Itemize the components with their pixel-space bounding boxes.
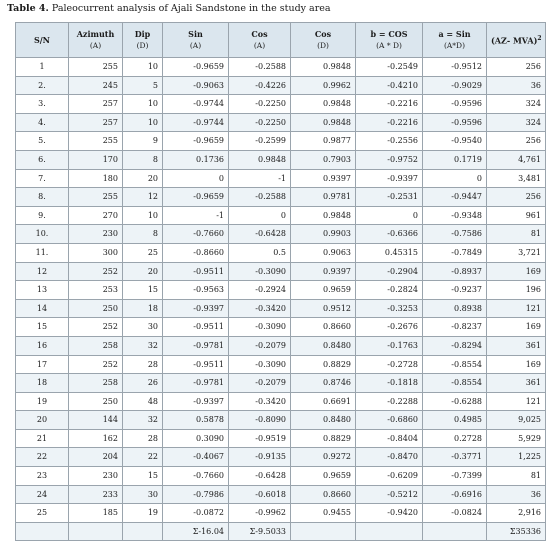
cell-sin-a: -0.9659 bbox=[163, 188, 229, 207]
cell-b-cos: -0.9397 bbox=[356, 169, 423, 188]
cell-dip: 30 bbox=[123, 318, 163, 337]
cell-cos-a: -0.2250 bbox=[229, 95, 291, 114]
cell-sn: 19 bbox=[16, 392, 69, 411]
table-row bbox=[16, 206, 546, 225]
cell-az-mva: 256 bbox=[487, 132, 546, 151]
cell-sin-a: 0 bbox=[163, 169, 229, 188]
cell-a-sin: 0.4985 bbox=[423, 411, 487, 430]
cell-sn: 14 bbox=[16, 299, 69, 318]
cell-sin-a: -0.7660 bbox=[163, 225, 229, 244]
cell-b-cos: -0.2549 bbox=[356, 58, 423, 77]
cell-dip: 15 bbox=[123, 281, 163, 300]
cell-dip: 10 bbox=[123, 206, 163, 225]
table-row bbox=[16, 150, 546, 169]
header-cos-d bbox=[291, 23, 356, 58]
cell-cos-d: 0.9781 bbox=[291, 188, 356, 207]
cell-cos-a: -0.6018 bbox=[229, 485, 291, 504]
cell-cos-a: -0.2588 bbox=[229, 188, 291, 207]
cell-b-cos: -0.2216 bbox=[356, 113, 423, 132]
cell-azimuth: 252 bbox=[69, 318, 123, 337]
cell-azimuth: 255 bbox=[69, 188, 123, 207]
cell-azimuth: 245 bbox=[69, 76, 123, 95]
cell-sin-a: -0.0872 bbox=[163, 504, 229, 523]
cell-azimuth: 257 bbox=[69, 95, 123, 114]
cell-dip: 28 bbox=[123, 429, 163, 448]
header-cos-d-label: Cos bbox=[314, 29, 332, 39]
cell-azimuth: 253 bbox=[69, 281, 123, 300]
cell-a-sin: -0.3771 bbox=[423, 448, 487, 467]
cell-az-mva: 4,761 bbox=[487, 150, 546, 169]
cell-sin-a: -0.9511 bbox=[163, 262, 229, 281]
cell-a-sin: -0.8554 bbox=[423, 355, 487, 374]
cell-b-cos: -0.2824 bbox=[356, 281, 423, 300]
cell-cos-a: -0.8090 bbox=[229, 411, 291, 430]
cell-cos-a: -0.3090 bbox=[229, 262, 291, 281]
cell-az-mva: 3,481 bbox=[487, 169, 546, 188]
cell-dip: 10 bbox=[123, 113, 163, 132]
cell-sn: 25 bbox=[16, 504, 69, 523]
cell-b-cos: 0 bbox=[356, 206, 423, 225]
cell-az-mva: 961 bbox=[487, 206, 546, 225]
cell-cos-d: 0.8660 bbox=[291, 485, 356, 504]
cell-dip: 19 bbox=[123, 504, 163, 523]
cell-dip: 15 bbox=[123, 467, 163, 486]
cell-cos-d: 0.9903 bbox=[291, 225, 356, 244]
cell-az-mva: 324 bbox=[487, 95, 546, 114]
cell-cos-a: 0.5 bbox=[229, 243, 291, 262]
cell-az-mva: 361 bbox=[487, 374, 546, 393]
cell-sin-a: -0.9511 bbox=[163, 355, 229, 374]
cell-sin-a: -0.8660 bbox=[163, 243, 229, 262]
cell-a-sin: 0.1719 bbox=[423, 150, 487, 169]
cell-az-mva: 1,225 bbox=[487, 448, 546, 467]
cell-azimuth: 204 bbox=[69, 448, 123, 467]
cell-cos-d: 0.9848 bbox=[291, 95, 356, 114]
header-b-cos-sub: (A * D) bbox=[376, 41, 402, 50]
cell-sn: 4. bbox=[16, 113, 69, 132]
cell-dip: 32 bbox=[123, 411, 163, 430]
header-a-sin-sub: (A*D) bbox=[443, 41, 466, 50]
table-row bbox=[16, 355, 546, 374]
cell-sin-a: Σ-16.04 bbox=[163, 522, 229, 541]
cell-az-mva: Σ35336 bbox=[487, 522, 546, 541]
cell-sn: 1 bbox=[16, 58, 69, 77]
table-row bbox=[16, 467, 546, 486]
cell-az-mva: 5,929 bbox=[487, 429, 546, 448]
cell-az-mva: 81 bbox=[487, 467, 546, 486]
header-a-sin bbox=[423, 23, 487, 58]
cell-a-sin: -0.7399 bbox=[423, 467, 487, 486]
table-row bbox=[16, 336, 546, 355]
cell-sin-a: -0.7660 bbox=[163, 467, 229, 486]
cell-dip: 10 bbox=[123, 95, 163, 114]
table-row bbox=[16, 169, 546, 188]
cell-b-cos: -0.9420 bbox=[356, 504, 423, 523]
cell-sin-a: -0.9563 bbox=[163, 281, 229, 300]
cell-sn: 18 bbox=[16, 374, 69, 393]
cell-azimuth: 257 bbox=[69, 113, 123, 132]
cell-cos-d: 0.9659 bbox=[291, 281, 356, 300]
cell-dip: 8 bbox=[123, 225, 163, 244]
cell-sin-a: -0.9781 bbox=[163, 374, 229, 393]
cell-cos-a: -0.9519 bbox=[229, 429, 291, 448]
cell-azimuth: 270 bbox=[69, 206, 123, 225]
cell-b-cos: -0.6860 bbox=[356, 411, 423, 430]
cell-cos-a: -0.9135 bbox=[229, 448, 291, 467]
cell-sin-a: -0.4067 bbox=[163, 448, 229, 467]
cell-sn: 13 bbox=[16, 281, 69, 300]
header-sn-label: S/N bbox=[33, 34, 50, 45]
cell-b-cos: -0.8404 bbox=[356, 429, 423, 448]
cell-a-sin: -0.9512 bbox=[423, 58, 487, 77]
cell-azimuth: 185 bbox=[69, 504, 123, 523]
cell-cos-a: -0.3090 bbox=[229, 318, 291, 337]
cell-az-mva: 36 bbox=[487, 485, 546, 504]
cell-cos-a: Σ-9.5033 bbox=[229, 522, 291, 541]
cell-b-cos: -0.2904 bbox=[356, 262, 423, 281]
cell-azimuth: 250 bbox=[69, 392, 123, 411]
cell-az-mva: 121 bbox=[487, 299, 546, 318]
cell-b-cos: -0.2288 bbox=[356, 392, 423, 411]
header-az-mva bbox=[487, 23, 546, 58]
cell-b-cos: -0.5212 bbox=[356, 485, 423, 504]
cell-azimuth: 255 bbox=[69, 132, 123, 151]
cell-dip: 12 bbox=[123, 188, 163, 207]
header-azimuth-label: Azimuth bbox=[76, 29, 115, 39]
cell-cos-d: 0.6691 bbox=[291, 392, 356, 411]
cell-dip: 28 bbox=[123, 355, 163, 374]
cell-cos-d: 0.8829 bbox=[291, 429, 356, 448]
header-az-mva-label: (AZ- MVA) bbox=[491, 35, 538, 46]
header-az-mva-sup: 2 bbox=[537, 35, 542, 43]
cell-dip: 32 bbox=[123, 336, 163, 355]
table-row bbox=[16, 448, 546, 467]
cell-az-mva: 9,025 bbox=[487, 411, 546, 430]
cell-az-mva: 81 bbox=[487, 225, 546, 244]
cell-b-cos: -0.1818 bbox=[356, 374, 423, 393]
header-a-sin-label: a = Sin bbox=[438, 29, 471, 39]
cell-a-sin: -0.8237 bbox=[423, 318, 487, 337]
cell-sn: 3. bbox=[16, 95, 69, 114]
table-row bbox=[16, 411, 546, 430]
cell-b-cos: 0.45315 bbox=[356, 243, 423, 262]
table-row bbox=[16, 485, 546, 504]
cell-az-mva: 36 bbox=[487, 76, 546, 95]
cell-cos-d: 0.9848 bbox=[291, 206, 356, 225]
cell-azimuth: 233 bbox=[69, 485, 123, 504]
cell-azimuth: 300 bbox=[69, 243, 123, 262]
cell-sin-a: -0.9511 bbox=[163, 318, 229, 337]
table-row bbox=[16, 392, 546, 411]
cell-dip: 30 bbox=[123, 485, 163, 504]
cell-b-cos: -0.4210 bbox=[356, 76, 423, 95]
table-body bbox=[16, 58, 546, 541]
table-row bbox=[16, 262, 546, 281]
cell-azimuth: 170 bbox=[69, 150, 123, 169]
cell-dip: 20 bbox=[123, 262, 163, 281]
cell-a-sin: -0.8554 bbox=[423, 374, 487, 393]
cell-a-sin: -0.9348 bbox=[423, 206, 487, 225]
cell-a-sin: -0.9029 bbox=[423, 76, 487, 95]
cell-azimuth: 230 bbox=[69, 225, 123, 244]
table-row bbox=[16, 281, 546, 300]
table-row bbox=[16, 132, 546, 151]
cell-sin-a: -0.9397 bbox=[163, 299, 229, 318]
cell-sn: 23 bbox=[16, 467, 69, 486]
table-row bbox=[16, 188, 546, 207]
cell-az-mva: 361 bbox=[487, 336, 546, 355]
cell-sn: 6. bbox=[16, 150, 69, 169]
cell-cos-a: -0.2599 bbox=[229, 132, 291, 151]
paleocurrent-table bbox=[15, 22, 546, 541]
cell-cos-a: -0.4226 bbox=[229, 76, 291, 95]
cell-cos-a: 0.9848 bbox=[229, 150, 291, 169]
cell-azimuth: 162 bbox=[69, 429, 123, 448]
table-row bbox=[16, 225, 546, 244]
cell-a-sin: -0.7849 bbox=[423, 243, 487, 262]
cell-sn: 22 bbox=[16, 448, 69, 467]
cell-sn: 5. bbox=[16, 132, 69, 151]
table-row bbox=[16, 58, 546, 77]
cell-azimuth: 180 bbox=[69, 169, 123, 188]
cell-a-sin: -0.6916 bbox=[423, 485, 487, 504]
cell-dip: 5 bbox=[123, 76, 163, 95]
cell-a-sin: -0.9540 bbox=[423, 132, 487, 151]
cell-dip: 22 bbox=[123, 448, 163, 467]
cell-cos-a: -0.2924 bbox=[229, 281, 291, 300]
cell-azimuth: 252 bbox=[69, 262, 123, 281]
table-header bbox=[16, 23, 546, 58]
header-sin-a-sub: (A) bbox=[189, 41, 202, 50]
cell-sn: 20 bbox=[16, 411, 69, 430]
cell-dip: 18 bbox=[123, 299, 163, 318]
cell-sin-a: -0.9744 bbox=[163, 95, 229, 114]
cell-dip: 10 bbox=[123, 58, 163, 77]
cell-b-cos: -0.2556 bbox=[356, 132, 423, 151]
header-sin-a-label: Sin bbox=[188, 29, 203, 39]
cell-dip: 26 bbox=[123, 374, 163, 393]
cell-b-cos: -0.2728 bbox=[356, 355, 423, 374]
cell-cos-d: 0.8746 bbox=[291, 374, 356, 393]
cell-a-sin: -0.6288 bbox=[423, 392, 487, 411]
cell-sn: 12 bbox=[16, 262, 69, 281]
cell-az-mva: 2,916 bbox=[487, 504, 546, 523]
cell-cos-a: -0.3420 bbox=[229, 299, 291, 318]
cell-b-cos: -0.9752 bbox=[356, 150, 423, 169]
cell-dip: 25 bbox=[123, 243, 163, 262]
cell-a-sin: -0.8937 bbox=[423, 262, 487, 281]
header-dip-label: Dip bbox=[134, 29, 151, 39]
table-caption bbox=[7, 3, 331, 14]
cell-az-mva: 196 bbox=[487, 281, 546, 300]
cell-sn: 7. bbox=[16, 169, 69, 188]
cell-sn: 10. bbox=[16, 225, 69, 244]
cell-cos-d: 0.9848 bbox=[291, 113, 356, 132]
header-cos-d-sub: (D) bbox=[317, 41, 329, 50]
cell-b-cos: -0.6209 bbox=[356, 467, 423, 486]
cell-sin-a: -0.9744 bbox=[163, 113, 229, 132]
table-row bbox=[16, 374, 546, 393]
cell-sn: 17 bbox=[16, 355, 69, 374]
cell-sn: 24 bbox=[16, 485, 69, 504]
cell-sn: 9. bbox=[16, 206, 69, 225]
header-dip-sub: (D) bbox=[136, 41, 149, 50]
table-caption-text: Paleocurrent analysis of Ajali Sandstone in the study area bbox=[48, 3, 331, 14]
cell-dip: 9 bbox=[123, 132, 163, 151]
cell-sn: 15 bbox=[16, 318, 69, 337]
table-row bbox=[16, 243, 546, 262]
header-b-cos-label: b = COS bbox=[370, 29, 408, 39]
cell-azimuth: 252 bbox=[69, 355, 123, 374]
table-row bbox=[16, 113, 546, 132]
cell-cos-d: 0.8829 bbox=[291, 355, 356, 374]
cell-cos-a: -0.2250 bbox=[229, 113, 291, 132]
cell-cos-d: 0.9455 bbox=[291, 504, 356, 523]
cell-azimuth: 258 bbox=[69, 336, 123, 355]
cell-b-cos: -0.2531 bbox=[356, 188, 423, 207]
cell-dip: 8 bbox=[123, 150, 163, 169]
cell-az-mva: 256 bbox=[487, 188, 546, 207]
header-cos-a-label: Cos bbox=[251, 29, 268, 39]
cell-cos-d: 0.9659 bbox=[291, 467, 356, 486]
cell-cos-d: 0.9272 bbox=[291, 448, 356, 467]
cell-cos-d: 0.8480 bbox=[291, 336, 356, 355]
cell-az-mva: 256 bbox=[487, 58, 546, 77]
cell-sin-a: -0.9659 bbox=[163, 58, 229, 77]
table-row bbox=[16, 429, 546, 448]
cell-az-mva: 169 bbox=[487, 355, 546, 374]
cell-azimuth: 230 bbox=[69, 467, 123, 486]
cell-sin-a: -0.9063 bbox=[163, 76, 229, 95]
cell-cos-a: -0.2588 bbox=[229, 58, 291, 77]
header-row bbox=[16, 23, 546, 58]
cell-azimuth: 144 bbox=[69, 411, 123, 430]
header-sin-a bbox=[163, 23, 229, 58]
table-caption-label: Table 4. bbox=[7, 3, 49, 14]
cell-b-cos: -0.1763 bbox=[356, 336, 423, 355]
cell-cos-d: 0.8480 bbox=[291, 411, 356, 430]
cell-sn: 8. bbox=[16, 188, 69, 207]
cell-cos-a: -1 bbox=[229, 169, 291, 188]
cell-az-mva: 324 bbox=[487, 113, 546, 132]
cell-sn: 2. bbox=[16, 76, 69, 95]
cell-cos-a: -0.3090 bbox=[229, 355, 291, 374]
cell-cos-d: 0.9512 bbox=[291, 299, 356, 318]
table-row bbox=[16, 95, 546, 114]
cell-sin-a: 0.5878 bbox=[163, 411, 229, 430]
cell-cos-d: 0.8660 bbox=[291, 318, 356, 337]
cell-sin-a: -0.7986 bbox=[163, 485, 229, 504]
cell-b-cos: -0.2676 bbox=[356, 318, 423, 337]
header-dip bbox=[123, 23, 163, 58]
table-row bbox=[16, 76, 546, 95]
cell-az-mva: 3,721 bbox=[487, 243, 546, 262]
cell-cos-d: 0.9962 bbox=[291, 76, 356, 95]
cell-dip: 48 bbox=[123, 392, 163, 411]
cell-a-sin: -0.9447 bbox=[423, 188, 487, 207]
cell-cos-d: 0.9063 bbox=[291, 243, 356, 262]
cell-cos-a: -0.2079 bbox=[229, 374, 291, 393]
table-row bbox=[16, 299, 546, 318]
cell-cos-a: -0.2079 bbox=[229, 336, 291, 355]
cell-a-sin: 0.8938 bbox=[423, 299, 487, 318]
cell-a-sin: 0 bbox=[423, 169, 487, 188]
cell-cos-d: 0.9877 bbox=[291, 132, 356, 151]
cell-cos-a: -0.9962 bbox=[229, 504, 291, 523]
cell-dip: 20 bbox=[123, 169, 163, 188]
cell-sin-a: -0.9397 bbox=[163, 392, 229, 411]
cell-azimuth: 255 bbox=[69, 58, 123, 77]
table-row bbox=[16, 318, 546, 337]
cell-cos-d: 0.9848 bbox=[291, 58, 356, 77]
cell-sin-a: 0.3090 bbox=[163, 429, 229, 448]
header-cos-a-sub: (A) bbox=[253, 41, 266, 50]
header-cos-a bbox=[229, 23, 291, 58]
cell-cos-a: 0 bbox=[229, 206, 291, 225]
cell-a-sin: -0.9596 bbox=[423, 113, 487, 132]
header-azimuth-sub: (A) bbox=[89, 41, 102, 50]
cell-a-sin: -0.9596 bbox=[423, 95, 487, 114]
header-b-cos bbox=[356, 23, 423, 58]
cell-az-mva: 169 bbox=[487, 262, 546, 281]
cell-sin-a: 0.1736 bbox=[163, 150, 229, 169]
cell-b-cos: -0.2216 bbox=[356, 95, 423, 114]
cell-cos-a: -0.6428 bbox=[229, 225, 291, 244]
cell-az-mva: 121 bbox=[487, 392, 546, 411]
cell-a-sin: -0.9237 bbox=[423, 281, 487, 300]
cell-cos-d: 0.9397 bbox=[291, 169, 356, 188]
cell-cos-a: -0.6428 bbox=[229, 467, 291, 486]
cell-cos-d: 0.9397 bbox=[291, 262, 356, 281]
cell-sn: 11. bbox=[16, 243, 69, 262]
cell-a-sin: 0.2728 bbox=[423, 429, 487, 448]
cell-azimuth: 258 bbox=[69, 374, 123, 393]
cell-a-sin: -0.7586 bbox=[423, 225, 487, 244]
header-azimuth bbox=[69, 23, 123, 58]
cell-sin-a: -0.9659 bbox=[163, 132, 229, 151]
table-row bbox=[16, 504, 546, 523]
cell-azimuth: 250 bbox=[69, 299, 123, 318]
cell-sn: 21 bbox=[16, 429, 69, 448]
cell-cos-d: 0.7903 bbox=[291, 150, 356, 169]
cell-az-mva: 169 bbox=[487, 318, 546, 337]
cell-b-cos: -0.8470 bbox=[356, 448, 423, 467]
cell-sin-a: -1 bbox=[163, 206, 229, 225]
cell-a-sin: -0.8294 bbox=[423, 336, 487, 355]
header-sn bbox=[16, 23, 69, 58]
cell-b-cos: -0.6366 bbox=[356, 225, 423, 244]
cell-sin-a: -0.9781 bbox=[163, 336, 229, 355]
cell-cos-a: -0.3420 bbox=[229, 392, 291, 411]
cell-a-sin: -0.0824 bbox=[423, 504, 487, 523]
cell-sn: 16 bbox=[16, 336, 69, 355]
cell-b-cos: -0.3253 bbox=[356, 299, 423, 318]
